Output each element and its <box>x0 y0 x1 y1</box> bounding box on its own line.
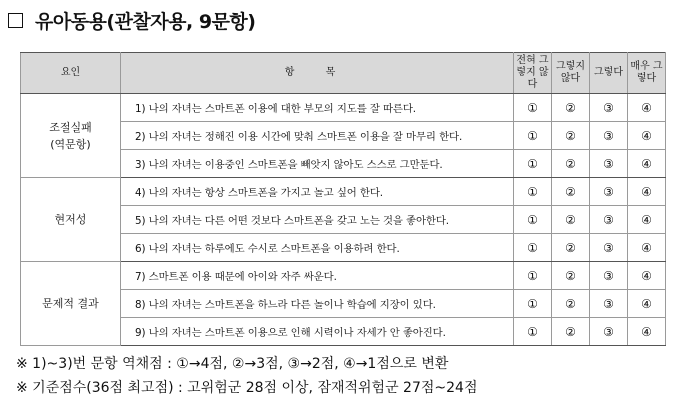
option-2-mark[interactable]: ② <box>552 290 590 318</box>
header-option-3: 그렇다 <box>590 53 628 94</box>
option-3-mark[interactable]: ③ <box>590 290 628 318</box>
item-text: 7) 스마트폰 이용 때문에 아이와 자주 싸운다. <box>121 262 514 290</box>
option-4-mark[interactable]: ④ <box>628 178 666 206</box>
factor-cell <box>21 178 121 262</box>
factor-cell <box>21 94 121 178</box>
note-reverse-scoring: ※ 1)~3)번 문항 역채점 : ①→4점, ②→3점, ③→2점, ④→1점으로 변환 <box>16 356 449 372</box>
item-text: 1) 나의 자녀는 스마트폰 이용에 대한 부모의 지도를 잘 따른다. <box>121 94 514 122</box>
option-1-mark[interactable]: ① <box>514 150 552 178</box>
item-text: 2) 나의 자녀는 정해진 이용 시간에 맞춰 스마트폰 이용을 잘 마무리 한다. <box>121 122 514 150</box>
option-2-mark[interactable]: ② <box>552 150 590 178</box>
option-2-mark[interactable]: ② <box>552 94 590 122</box>
option-2-mark[interactable]: ② <box>552 234 590 262</box>
option-4-mark[interactable]: ④ <box>628 318 666 346</box>
title-text: 유아동용(관찰자용, 9문항) <box>35 10 256 33</box>
option-3-mark[interactable]: ③ <box>590 318 628 346</box>
header-option-2: 그렇지 않다 <box>552 53 590 94</box>
option-1-mark[interactable]: ① <box>514 178 552 206</box>
option-1-mark[interactable]: ① <box>514 318 552 346</box>
page-title <box>8 6 255 34</box>
option-4-mark[interactable]: ④ <box>628 262 666 290</box>
option-3-mark[interactable]: ③ <box>590 150 628 178</box>
option-3-mark[interactable]: ③ <box>590 178 628 206</box>
option-4-mark[interactable]: ④ <box>628 122 666 150</box>
item-text: 4) 나의 자녀는 항상 스마트폰을 가지고 놀고 싶어 한다. <box>121 178 514 206</box>
item-text: 9) 나의 자녀는 스마트폰 이용으로 인해 시력이나 자세가 안 좋아진다. <box>121 318 514 346</box>
item-text: 5) 나의 자녀는 다른 어떤 것보다 스마트폰을 갖고 노는 것을 좋아한다. <box>121 206 514 234</box>
option-3-mark[interactable]: ③ <box>590 234 628 262</box>
table-header-row <box>21 53 666 94</box>
header-item: 항 목 <box>121 53 514 94</box>
option-3-mark[interactable]: ③ <box>590 122 628 150</box>
option-3-mark[interactable]: ③ <box>590 206 628 234</box>
table-row <box>21 178 666 206</box>
factor-label: (역문항) <box>50 137 91 151</box>
option-1-mark[interactable]: ① <box>514 94 552 122</box>
option-1-mark[interactable]: ① <box>514 122 552 150</box>
option-3-mark[interactable]: ③ <box>590 262 628 290</box>
survey-table <box>20 52 666 346</box>
option-4-mark[interactable]: ④ <box>628 94 666 122</box>
option-2-mark[interactable]: ② <box>552 262 590 290</box>
table-row <box>21 262 666 290</box>
option-4-mark[interactable]: ④ <box>628 234 666 262</box>
option-1-mark[interactable]: ① <box>514 290 552 318</box>
checkbox-square-icon <box>8 13 23 28</box>
option-1-mark[interactable]: ① <box>514 206 552 234</box>
table-row <box>21 94 666 122</box>
option-1-mark[interactable]: ① <box>514 262 552 290</box>
option-2-mark[interactable]: ② <box>552 178 590 206</box>
option-2-mark[interactable]: ② <box>552 122 590 150</box>
option-1-mark[interactable]: ① <box>514 234 552 262</box>
header-factor: 요인 <box>21 53 121 94</box>
header-option-4: 매우 그렇다 <box>628 53 666 94</box>
factor-label: 조절실패 <box>49 120 92 134</box>
factor-label: 문제적 결과 <box>42 297 99 310</box>
option-2-mark[interactable]: ② <box>552 318 590 346</box>
factor-cell <box>21 262 121 346</box>
item-text: 6) 나의 자녀는 하루에도 수시로 스마트폰을 이용하려 한다. <box>121 234 514 262</box>
header-option-1: 전혀 그렇지 않다 <box>514 53 552 94</box>
option-3-mark[interactable]: ③ <box>590 94 628 122</box>
item-text: 8) 나의 자녀는 스마트폰을 하느라 다른 놀이나 학습에 지장이 있다. <box>121 290 514 318</box>
notes-section <box>16 352 477 400</box>
item-text: 3) 나의 자녀는 이용중인 스마트폰을 빼앗지 않아도 스스로 그만둔다. <box>121 150 514 178</box>
option-4-mark[interactable]: ④ <box>628 150 666 178</box>
option-2-mark[interactable]: ② <box>552 206 590 234</box>
factor-label: 현저성 <box>54 213 87 226</box>
option-4-mark[interactable]: ④ <box>628 290 666 318</box>
note-criteria: ※ 기준점수(36점 최고점) : 고위험군 28점 이상, 잠재적위험군 27점~24점 <box>16 380 478 396</box>
option-4-mark[interactable]: ④ <box>628 206 666 234</box>
